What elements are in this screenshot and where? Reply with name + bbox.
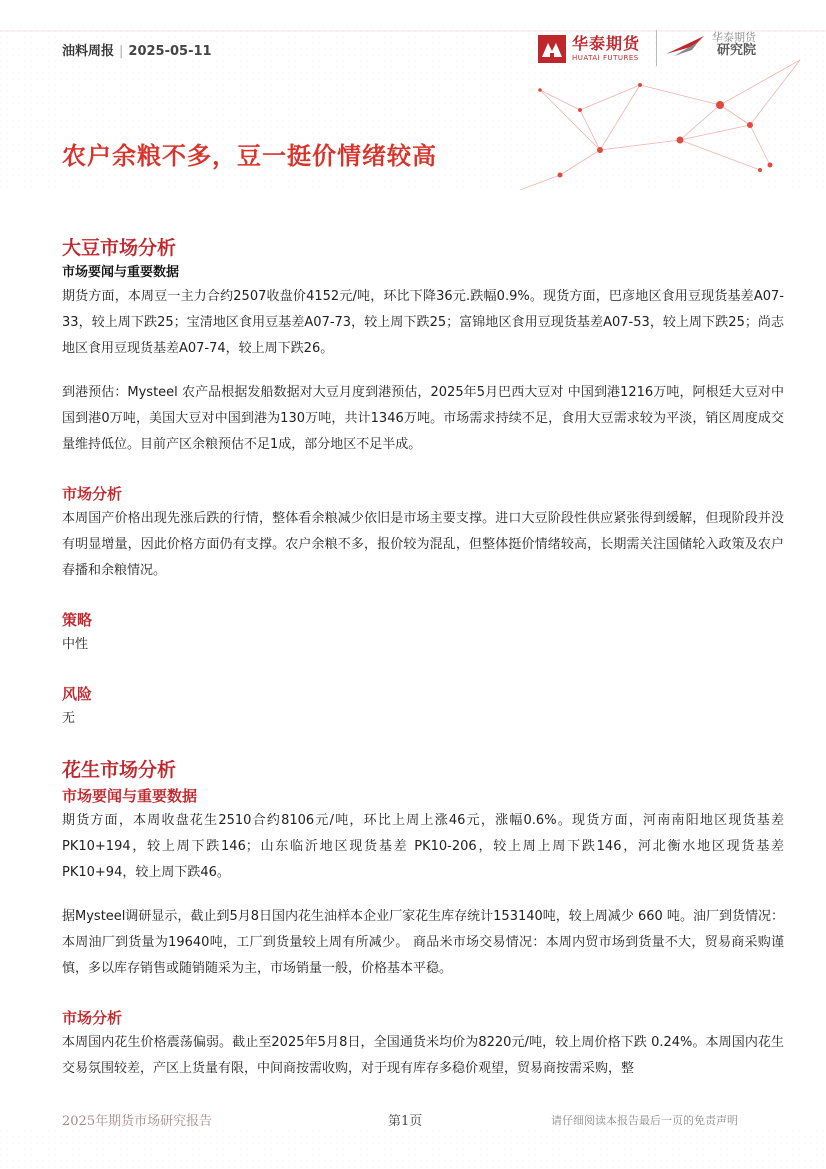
peanut-analysis-paragraph: 本周国内花生价格震荡偏弱。截止至2025年5月8日，全国通货米均价为8220元/吨，较上周价格下跌 0.24%。本周国内花生交易氛围较差，产区上货量有限，中间商按需收购，对于现有库存多稳价观望，贸易商按需采购，整 [62, 1035, 784, 1076]
logo-chinese-name: 华泰期货 [572, 34, 641, 53]
huatai-futures-logo [538, 31, 640, 67]
institute-swoosh-icon [664, 30, 708, 60]
soybean-section-heading: 大豆市场分析 [62, 237, 177, 259]
soybean-risk-value: 无 [62, 711, 76, 726]
soybean-analysis-heading: 市场分析 [62, 485, 123, 503]
huatai-logo-mark [538, 35, 566, 63]
soybean-news-paragraph-2: 到港预估：Mysteel 农产品根据发船数据对大豆月度到港预估，2025年5月巴西大豆对 中国到港1216万吨，阿根廷大豆对中国到港0万吨，美国大豆对中国到港为130万吨，共计1346万吨。市场需求持续不足，食用大豆需求较为平淡，销区周度成交量维持低位。目前产区余粮预估不足1成，部分地区不足半成。 [62, 385, 784, 452]
soybean-news-heading: 市场要闻与重要数据 [62, 265, 180, 280]
institute-line-2: 研究院 [716, 42, 756, 58]
peanut-section-heading: 花生市场分析 [62, 759, 177, 781]
report-date: 2025-05-11 [128, 44, 212, 59]
peanut-news-paragraph-1: 期货方面，本周收盘花生2510合约8106元/吨，环比上周上涨46元，涨幅0.6%。现货方面，河南南阳地区现货基差PK10+194，较上周下跌146；山东临沂地区现货基差 PK10-206，较上周上周下跌146，河北衡水地区现货基差PK10+94，较上周下跌46。 [62, 813, 784, 880]
page-title: 农户余粮不多，豆一挺价情绪较高 [62, 142, 437, 170]
soybean-strategy-value: 中性 [62, 637, 89, 652]
meta-separator: | [119, 44, 124, 59]
footer-page-number: 第1页 [388, 1114, 423, 1129]
report-body [62, 234, 784, 1082]
peanut-news-paragraph-2: 据Mysteel调研显示，截止到5月8日国内花生油样本企业厂家花生库存统计153140吨，较上周减少 660 吨。油厂到货情况：本周油厂到货量为19640吨，工厂到货量较上周有所减少。 商品米市场交易情况：本周内贸市场到货量不大，贸易商采购谨慎，多以库存销售或随销随采为主，市场销量一般，价格基本平稳。 [62, 909, 784, 976]
page-footer [0, 1100, 826, 1169]
footer-report-name: 2025年期货市场研究报告 [62, 1114, 213, 1129]
logo-english-name: HUATAI FUTURES [572, 54, 639, 62]
page-header [0, 0, 826, 190]
soybean-strategy-heading: 策略 [62, 611, 93, 629]
report-meta [62, 40, 212, 59]
report-type: 油料周报 [62, 44, 115, 59]
soybean-analysis-paragraph: 本周国产价格出现先涨后跌的行情，整体看余粮减少依旧是市场主要支撑。进口大豆阶段性供应紧张得到缓解，但现阶段并没有明显增量，因此价格方面仍有支撑。农户余粮不多，报价较为混乱，但整体挺价情绪较高，长期需关注国储轮入政策及农户春播和余粮情况。 [62, 511, 784, 578]
institute-line-1: 华泰期货 [712, 31, 756, 45]
peanut-analysis-heading: 市场分析 [62, 1009, 123, 1027]
logo-divider [656, 30, 657, 66]
peanut-news-heading: 市场要闻与重要数据 [62, 787, 198, 805]
footer-disclaimer-note: 请仔细阅读本报告最后一页的免责声明 [551, 1114, 738, 1127]
soybean-risk-heading: 风险 [62, 685, 93, 703]
soybean-news-paragraph-1: 期货方面，本周豆一主力合约2507收盘价4152元/吨，环比下降36元.跌幅0.9%。现货方面，巴彦地区食用豆现货基差A07-33，较上周下跌25；宝清地区食用豆基差A07-73，较上周下跌25；富锦地区食用豆现货基差A07-53，较上周下跌25；尚志地区食用豆现货基差A07-74，较上周下跌26。 [62, 289, 784, 356]
research-institute-logo [664, 30, 756, 60]
